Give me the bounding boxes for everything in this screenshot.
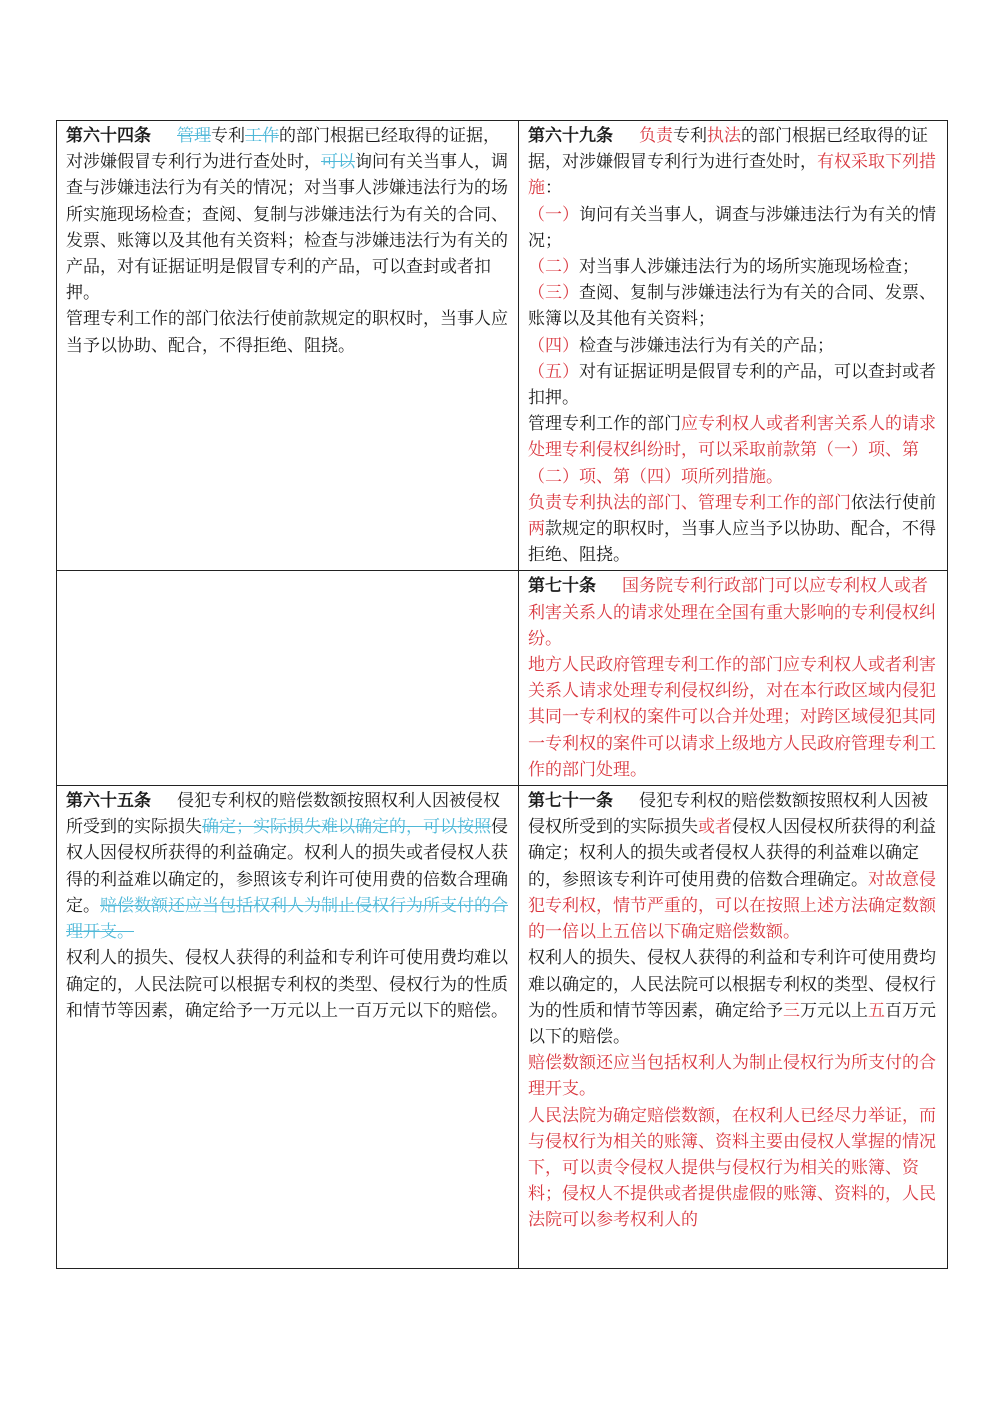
deleted-text: 工作: [245, 126, 279, 146]
paragraph: [66, 788, 512, 945]
table-row: [57, 786, 948, 1269]
text-run: 检查与涉嫌违法行为有关的产品；: [579, 335, 834, 356]
deleted-text: 管理: [177, 126, 211, 146]
table-cell-new: [519, 786, 948, 1269]
text-run: 询问有关当事人，调查与涉嫌违法行为有关的情况；: [528, 204, 936, 251]
text-run: 侵犯专利权的赔偿数额按照权利人因被侵权所受到的实际损失: [66, 791, 500, 838]
inserted-text: （五）: [528, 361, 579, 382]
inserted-text: 国务院专利行政部门可以应专利权人或者利害关系人的请求处理在全国有重大影响的专利侵权纠纷。: [528, 576, 936, 649]
text-run: 侵权人因侵权所获得的利益确定。权利人的损失或者侵权人获得的利益难以确定的，参照该专利许可使用费的倍数合理确定。: [66, 817, 508, 916]
inserted-text: 两: [528, 519, 545, 540]
paragraph: [528, 123, 941, 202]
inserted-text: 赔偿数额还应当包括权利人为制止侵权行为所支付的合理开支。: [528, 1053, 936, 1100]
inserted-text: 五: [868, 1000, 885, 1021]
inserted-text: 对故意侵犯专利权，情节严重的，可以在按照上述方法确定数额的一倍以上五倍以下确定赔偿数额。: [528, 869, 936, 943]
paragraph: [528, 254, 941, 280]
text-run: ：: [545, 178, 562, 199]
text-run: 权利人的损失、侵权人获得的利益和专利许可使用费均难以确定的，人民法院可以根据专利权的类型、侵权行为的性质和情节等因素，确定给予: [528, 948, 936, 1021]
inserted-text: 或者: [698, 817, 732, 838]
paragraph: [528, 359, 941, 411]
paragraph: [66, 945, 512, 1024]
paragraph: [528, 411, 941, 490]
table-cell-new: [519, 571, 948, 786]
text-run: 侵权人因侵权所获得的利益确定；权利人的损失或者侵权人获得的利益难以确定的，参照该专利许可使用费的倍数合理确定。: [528, 817, 936, 890]
text-run: 款规定的职权时，当事人应当予以协助、配合，不得拒绝、阻挠。: [528, 519, 936, 566]
text-run: 对当事人涉嫌违法行为的场所实施现场检查；: [579, 257, 919, 278]
article-number: 第七十条: [528, 576, 596, 597]
table-cell-old: [57, 121, 519, 571]
comparison-table: [56, 120, 948, 1269]
text-run: 依法行使前: [851, 492, 936, 513]
text-run: 的部门根据已经取得的证据，对涉嫌假冒专利行为进行查处时，: [66, 126, 500, 173]
inserted-text: 地方人民政府管理专利工作的部门应专利权人或者利害关系人请求处理专利侵权纠纷，对在本行政区域内侵犯其同一专利权的案件可以合并处理；对跨区域侵犯其同一专利权的案件可以请求上级地方人民政府管理专利工作的部门处理。: [528, 655, 936, 780]
text-run: 管理专利工作的部门依法行使前款规定的职权时，当事人应当予以协助、配合，不得拒绝、阻挠。: [66, 309, 508, 356]
inserted-text: 负责专利执法的部门、管理专利工作的部门: [528, 492, 851, 513]
text-run: 专利: [211, 126, 245, 146]
text-run: 万元以上: [800, 1000, 868, 1021]
paragraph: [528, 280, 941, 332]
paragraph: [528, 490, 941, 569]
table-cell-old: [57, 571, 519, 786]
article-number: 第六十五条: [66, 791, 151, 812]
inserted-text: （三）: [528, 283, 579, 304]
inserted-text: 三: [783, 1000, 800, 1021]
inserted-text: 有权采取下列措施: [528, 152, 936, 199]
table-cell-old: [57, 786, 519, 1269]
text-run: 侵犯专利权的赔偿数额按照权利人因被侵权所受到的实际损失: [528, 791, 928, 838]
inserted-text: （二）: [528, 257, 579, 278]
paragraph: [528, 945, 941, 1050]
deleted-text: 确定；实际损失难以确定的，可以按照: [202, 817, 491, 838]
text-run: 查阅、复制与涉嫌违法行为有关的合同、发票、账簿以及其他有关资料；: [528, 283, 936, 330]
article-number: 第六十四条: [66, 126, 151, 146]
table-row: [57, 121, 948, 571]
text-run: 百万元以下的赔偿。: [528, 1000, 936, 1047]
inserted-text: 执法: [707, 126, 741, 146]
inserted-text: 负责: [639, 126, 673, 146]
article-number: 第六十九条: [528, 126, 613, 146]
text-run: 专利: [673, 126, 707, 146]
paragraph: [528, 573, 941, 652]
paragraph: [66, 306, 512, 358]
text-run: 询问有关当事人，调查与涉嫌违法行为有关的情况；对当事人涉嫌违法行为的场所实施现场检查；查阅、复制与涉嫌违法行为有关的合同、发票、账簿以及其他有关资料；检查与涉嫌违法行为有关的产品，对有证据证明是假冒专利的产品，可以查封或者扣押。: [66, 152, 508, 304]
inserted-text: （一）: [528, 204, 579, 225]
article-number: 第七十一条: [528, 791, 613, 812]
paragraph: [528, 788, 941, 945]
inserted-text: 人民法院为确定赔偿数额，在权利人已经尽力举证，而与侵权行为相关的账簿、资料主要由侵权人掌握的情况下，可以责令侵权人提供与侵权行为相关的账簿、资料；侵权人不提供或者提供虚假的账簿、资料的，人民法院可以参考权利人的: [528, 1105, 936, 1231]
cell-clip: [528, 788, 941, 1266]
paragraph: [528, 1050, 941, 1102]
paragraph: [528, 202, 941, 254]
table-row: [57, 571, 948, 786]
table-cell-new: [519, 121, 948, 571]
inserted-text: （四）: [528, 335, 579, 356]
deleted-text: 赔偿数额还应当包括权利人为制止侵权行为所支付的合理开支。: [66, 895, 508, 943]
paragraph: [528, 652, 941, 783]
deleted-text: 可以: [321, 152, 355, 173]
paragraph: [528, 333, 941, 359]
text-run: 权利人的损失、侵权人获得的利益和专利许可使用费均难以确定的，人民法院可以根据专利权的类型、侵权行为的性质和情节等因素，确定给予一万元以上一百万元以下的赔偿。: [66, 948, 508, 1021]
text-run: 的部门根据已经取得的证据，对涉嫌假冒专利行为进行查处时，: [528, 126, 928, 173]
text-run: 管理专利工作的部门: [528, 414, 681, 435]
paragraph: [528, 1103, 941, 1234]
paragraph: [66, 123, 512, 306]
text-run: 对有证据证明是假冒专利的产品，可以查封或者扣押。: [528, 361, 936, 409]
inserted-text: 应专利权人或者利害关系人的请求处理专利侵权纠纷时，可以采取前款第（一）项、第（二）项、第（四）项所列措施。: [528, 414, 936, 487]
